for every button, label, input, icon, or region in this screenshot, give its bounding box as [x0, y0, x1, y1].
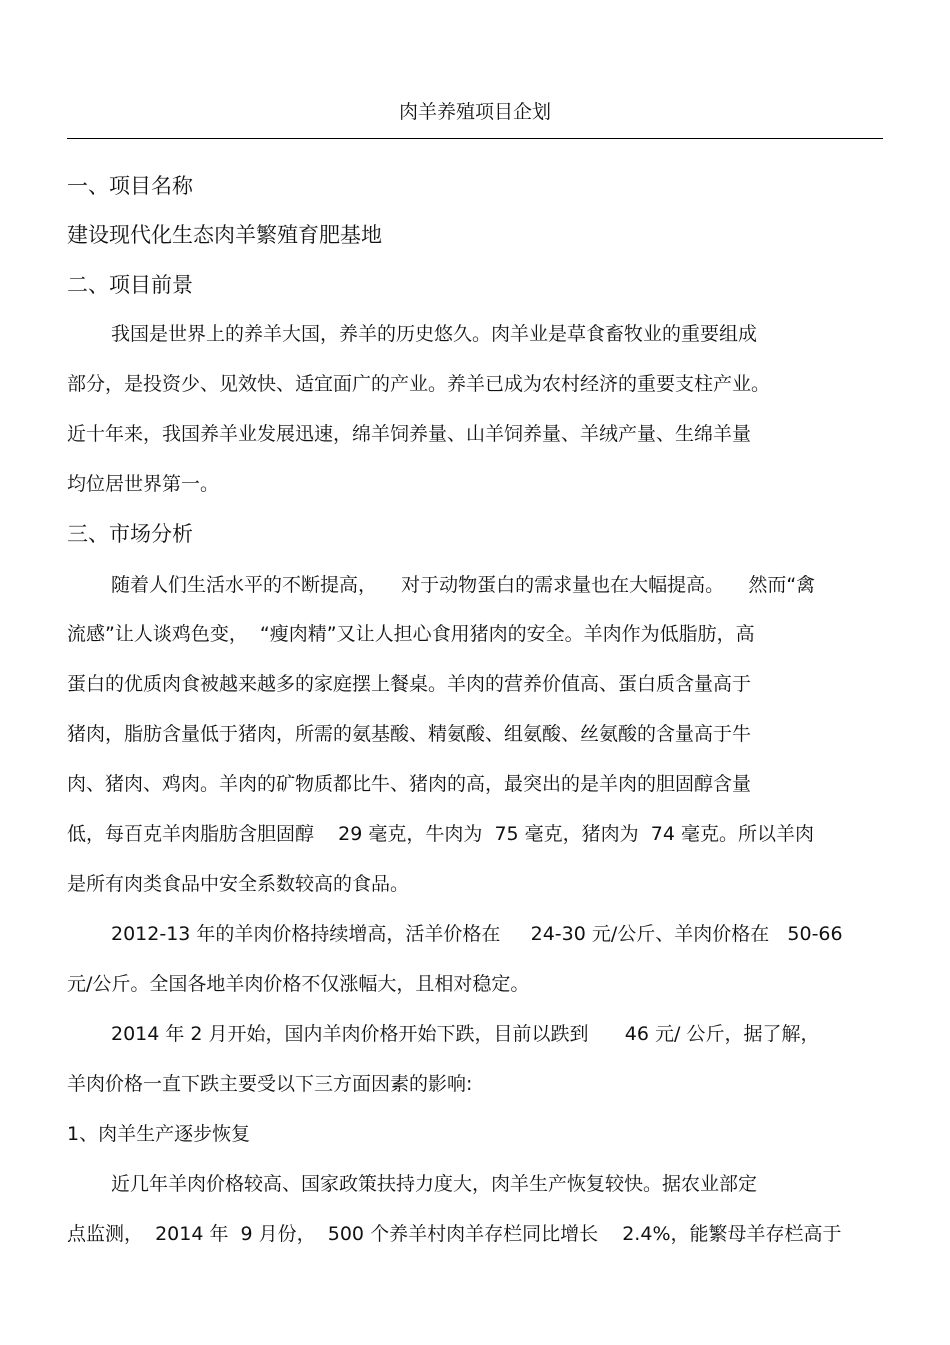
- paragraph-line: 羊肉价格一直下跌主要受以下三方面因素的影响:: [67, 1073, 473, 1095]
- paragraph-line: 随着人们生活水平的不断提高， 对于动物蛋白的需求量也在大幅提高。 然而“禽: [111, 574, 816, 596]
- paragraph-line: 元/公斤。全国各地羊肉价格不仅涨幅大，且相对稳定。: [67, 973, 530, 995]
- project-name-text: 建设现代化生态肉羊繁殖育肥基地: [67, 223, 382, 247]
- header-rule: [67, 138, 883, 139]
- paragraph-line: 蛋白的优质肉食被越来越多的家庭摆上餐桌。羊肉的营养价值高、蛋白质含量高于: [67, 673, 752, 695]
- document-title: 肉羊养殖项目企划: [398, 101, 551, 123]
- subsection-heading: 1、肉羊生产逐步恢复: [67, 1123, 251, 1145]
- section-heading-market-analysis: 三、市场分析: [67, 522, 193, 546]
- paragraph-line: 低，每百克羊肉脂肪含胆固醇 29 毫克，牛肉为 75 毫克，猪肉为 74 毫克。所以羊肉: [67, 823, 814, 845]
- paragraph-line: 均位居世界第一。: [67, 473, 220, 495]
- paragraph-line: 2014 年 2 月开始，国内羊肉价格开始下跌，目前以跌到 46 元/ 公斤，据了解，: [111, 1023, 820, 1045]
- paragraph-line: 点监测， 2014 年 9 月份， 500 个养羊村肉羊存栏同比增长 2.4%，能繁母羊存栏高于: [67, 1223, 842, 1245]
- paragraph-line: 流感”让人谈鸡色变， “瘦肉精”又让人担心食用猪肉的安全。羊肉作为低脂肪，高: [67, 623, 755, 645]
- section-heading-project-name: 一、项目名称: [67, 174, 193, 198]
- paragraph-line: 我国是世界上的养羊大国，养羊的历史悠久。肉羊业是草食畜牧业的重要组成: [111, 323, 758, 345]
- paragraph-line: 近十年来，我国养羊业发展迅速，绵羊饲养量、山羊饲养量、羊绒产量、生绵羊量: [67, 423, 752, 445]
- paragraph-line: 2012-13 年的羊肉价格持续增高，活羊价格在 24-30 元/公斤、羊肉价格在 50-66: [111, 923, 843, 945]
- section-heading-project-prospect: 二、项目前景: [67, 273, 193, 297]
- paragraph-line: 部分，是投资少、见效快、适宜面广的产业。养羊已成为农村经济的重要支柱产业。: [67, 373, 771, 395]
- paragraph-line: 猪肉，脂肪含量低于猪肉，所需的氨基酸、精氨酸、组氨酸、丝氨酸的含量高于牛: [67, 723, 752, 745]
- paragraph-line: 肉、猪肉、鸡肉。羊肉的矿物质都比牛、猪肉的高，最突出的是羊肉的胆固醇含量: [67, 773, 752, 795]
- paragraph-line: 是所有肉类食品中安全系数较高的食品。: [67, 873, 410, 895]
- paragraph-line: 近几年羊肉价格较高、国家政策扶持力度大，肉羊生产恢复较快。据农业部定: [111, 1173, 758, 1195]
